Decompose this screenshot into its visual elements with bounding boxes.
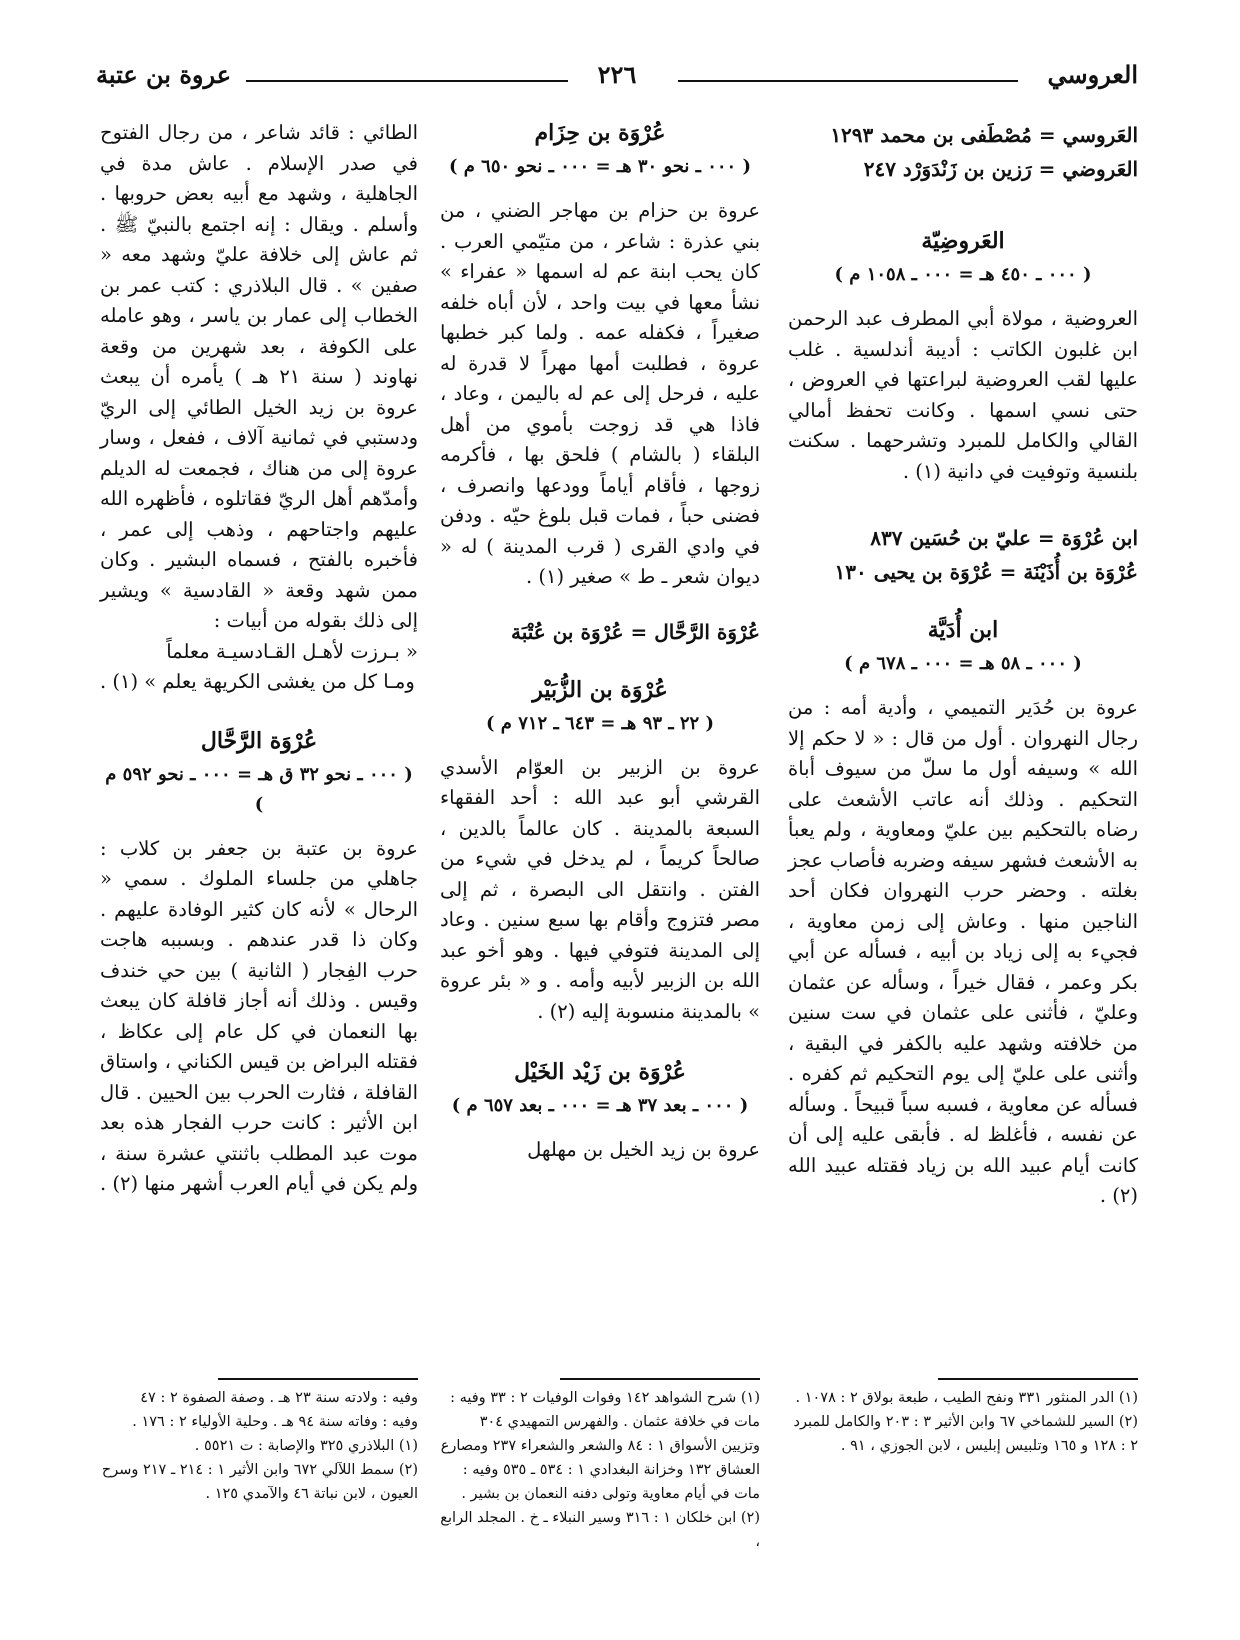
entry-title: عُرْوَة بن حِزَام — [534, 120, 666, 146]
entry-dates: ( ٠٠٠ ـ نحو ٣٠ هـ = ٠٠٠ ـ نحو ٦٥٠ م ) — [448, 156, 752, 177]
footnote: (٢) السير للشماخي ٦٧ وابن الأثير ٣ : ٢٠٣ والكامل للمبرد ٢ : ١٢٨ و ١٦٥ وتلبيس إبليس ، لابن الجوزي ، ٩١ . — [793, 1414, 1138, 1454]
footnote: (١) شرح الشواهد ١٤٢ وفوات الوفيات ٢ : ٣٣ وفيه : مات في خلافة عثمان . والفهرس التمهيدي ٣٠٤ وتزيين الأسواق ١ : ٨٤ والشعر والشعراء ٢٣٧ ومصارع العشاق ١٣٢ وخزانة البغدادي ١ : ٥٣٤ ـ ٥٣٥ وفيه : مات في أيام معاوية وتولى دفنه النعمان بن بشير . — [440, 1390, 760, 1502]
verse-line: « بـرزت لأهـل القـادسيـة معلماً — [166, 639, 418, 663]
footnote: (٢) سمط اللآلي ٦٧٢ وابن الأثير ١ : ٢١٤ ـ ٢١٧ وسرح العيون ، لابن نباتة ٤٦ والآمدي ١٢٥ . — [101, 1462, 418, 1502]
footnote: وفيه : ولادته سنة ٢٣ هـ . وصفة الصفوة ٢ : ٤٧ — [140, 1390, 418, 1406]
cross-reference: العَروضي = رَزين بن زَنْدَوَرْد ٢٤٧ — [863, 157, 1138, 181]
footnotes-right — [788, 1386, 1138, 1458]
entry-text-continued: الطائي : قائد شاعر ، من رجال الفتوح في صدر الإسلام . عاش مدة في الجاهلية ، وشهد مع أبيه بعض حروبها . وأسلم . ويقال : إنه اجتمع بالنبيّ ﷺ . ثم عاش إلى خلافة عليّ وشهد معه « صفين » . قال البلاذري : كتب عمر بن الخطاب إلى عمار بن ياسر ، وهو عامله على الكوفة ، بعد شهرين من وقعة نهاوند ( سنة ٢١ هـ ) يأمره أن يبعث عروة بن زيد الخيل الطائي إلى الريّ ودستبي في ثمانية آلاف ، ففعل ، وسار عروة إلى من هناك ، فجمعت له الديلم وأمدّهم أهل الريّ فقاتلوه ، فأظهره الله عليهم واجتاحهم ، وذهب إلى عمر ، فأخبره بالفتح ، فسماه البشير . وكان ممن شهد وقعة « القادسية » ويشير إلى ذلك بقوله من أبيات : — [100, 121, 418, 632]
column-middle — [440, 118, 760, 1166]
cross-reference: العَروسي = مُصْطَفى بن محمد ١٢٩٣ — [830, 123, 1138, 147]
cross-reference: عُرْوَة بن أُذَيْنَة = عُرْوَة بن يحيى ١٣٠ — [834, 560, 1138, 584]
footnote-separator — [218, 1378, 418, 1380]
footnote: (١) الدر المنثور ٣٣١ ونفح الطيب ، طبعة بولاق ٢ : ١٠٧٨ . — [795, 1390, 1138, 1406]
footnote: (٢) ابن خلكان ١ : ٣١٦ وسير النبلاء ـ خ . المجلد الرابع ، — [440, 1510, 760, 1550]
column-right — [788, 118, 1138, 1212]
column-left — [100, 118, 418, 1200]
footnotes-middle — [440, 1386, 760, 1554]
entry-dates: ( ٠٠٠ ـ ٥٨ هـ = ٠٠٠ ـ ٦٧٨ م ) — [844, 653, 1082, 674]
page-header — [96, 60, 1138, 110]
cross-reference: ابن عُرْوَة = عليّ بن حُسَين ٨٣٧ — [870, 526, 1138, 550]
footnote-separator — [938, 1378, 1138, 1380]
entry-text: عروة بن حزام بن مهاجر الضني ، من بني عذرة : شاعر ، من متيّمي العرب . كان يحب ابنة عم له اسمها « عفراء » نشأ معها في بيت واحد ، لأن أباه خلفه صغيراً ، فكفله عمه . ولما كبر خطبها عروة ، فطلبت أمها مهراً لا قدرة له عليه ، فرحل إلى عم له باليمن ، وعاد ، فاذا هي قد زوجت بأموي من أهل البلقاء ( بالشام ) فلحق بها ، فأكرمه زوجها ، فأقام أياماً وودعها وانصرف ، فضنى حباً ، فمات قبل بلوغ حيّه . ودفن في وادي القرى ( قرب المدينة ) له « ديوان شعر ـ ط » صغير (١) . — [440, 199, 760, 588]
footnotes-left — [100, 1386, 418, 1506]
entry-dates: ( ٠٠٠ ـ نحو ٣٢ ق هـ = ٠٠٠ ـ نحو ٥٩٢ م ) — [105, 763, 413, 815]
header-rule — [678, 80, 1018, 82]
header-rule — [246, 80, 568, 82]
entry-title: عُرْوَة الرَّحَّال — [200, 727, 318, 754]
entry-title: عُرْوَة بن الزُّبَيْر — [532, 676, 668, 703]
entry-text: عروة بن زيد الخيل بن مهلهل — [527, 1138, 760, 1161]
entry-text: العروضية ، مولاة أبي المطرف عبد الرحمن ابن غلبون الكاتب : أديبة أندلسية . غلب عليها لقب العروضية لبراعتها في العروض ، حتى نسي اسمها . وكانت تحفظ أمالي القالي والكامل للمبرد وتشرحهما . سكنت بلنسية وتوفيت في دانية (١) . — [788, 307, 1138, 483]
entry-title: ابن أُدَيَّة — [927, 617, 999, 643]
footnote-separator — [560, 1378, 760, 1380]
entry-title: عُرْوَة بن زَيْد الخَيْل — [514, 1059, 686, 1085]
running-head-right: العروسي — [1047, 60, 1138, 89]
footnote: (١) البلاذري ٣٢٥ والإصابة : ت ٥٥٢١ . — [194, 1438, 418, 1454]
footnote: وفيه : وفاته سنة ٩٤ هـ . وحلية الأولياء ٢ : ١٧٦ . — [132, 1414, 418, 1430]
entry-text: عروة بن حُدَير التميمي ، وأدية أمه : من رجال النهروان . أول من قال : « لا حكم إلا الله » وسيفه أول ما سلّ من سيوف أباة التحكيم . وذلك أنه عاتب الأشعث على رضاه بالتحكيم بين عليّ ومعاوية ، ولم يعبأ به الأشعث فشهر سيفه وضربه فأصاب عجز بغلته . وحضر حرب النهروان فكان أحد الناجين منها . وعاش إلى زمن معاوية ، فجيء به إلى زياد بن أبيه ، فسأله عن أبي بكر وعمر ، فقال خيراً ، وسأله عن عثمان وعليّ ، فأثنى على عثمان في ست سنين من خلافته وشهد عليه بالكفر في البقية ، وأثنى على عليّ إلى يوم التحكيم ثم كفره . فسأله عن معاوية ، فسبه سباً قبيحاً . وسأله عن نفسه ، فأغلظ له . فأبقى عليه إلى أن كانت أيام عبيد الله بن زياد فقتله عبيد الله (٢) . — [788, 696, 1138, 1207]
entry-title: العَروضِيّة — [921, 228, 1005, 254]
entry-dates: ( ٠٠٠ ـ ٤٥٠ هـ = ٠٠٠ ـ ١٠٥٨ م ) — [834, 264, 1092, 285]
entry-dates: ( ٢٢ ـ ٩٣ هـ = ٦٤٣ ـ ٧١٢ م ) — [486, 712, 714, 734]
page-number: ٢٢٦ — [588, 60, 647, 89]
cross-reference: عُرْوَة الرَّحَّال = عُرْوَة بن عُتْبَة — [511, 619, 760, 644]
entry-dates: ( ٠٠٠ ـ بعد ٣٧ هـ = ٠٠٠ ـ بعد ٦٥٧ م ) — [451, 1095, 749, 1116]
verse-line: ومـا كل من يغشى الكريهة يعلم » (١) . — [100, 670, 415, 693]
running-head-left: عروة بن عتبة — [96, 60, 232, 89]
entry-text: عروة بن عتبة بن جعفر بن كلاب : جاهلي من جلساء الملوك . سمي « الرحال » لأنه كان كثير الوفادة عليهم . وكان ذا قدر عندهم . وبسببه هاجت حرب الفِجار ( الثانية ) بين حي خندف وقيس . وذلك أنه أجاز قافلة كان يبعث بها النعمان في كل عام إلى عكاظ ، فقتله البراض بن قيس الكناني ، واستاق القافلة ، فثارت الحرب بين الحيين . قال ابن الأثير : كانت حرب الفجار هذه بعد موت عبد المطلب باثنتي عشرة سنة ، ولم يكن في أيام العرب أشهر منها (٢) . — [100, 836, 418, 1195]
entry-text: عروة بن الزبير بن العوّام الأسدي القرشي أبو عبد الله : أحد الفقهاء السبعة بالمدينة . كان عالماً بالدين ، صالحاً كريماً ، لم يدخل في شيء من الفتن . وانتقل الى البصرة ، ثم إلى مصر فتزوج وأقام بها سبع سنين . وعاد إلى المدينة فتوفي فيها . وهو أخو عبد الله بن الزبير لأبيه وأمه . و « بئر عروة » بالمدينة منسوبة إليه (٢) . — [440, 755, 760, 1023]
